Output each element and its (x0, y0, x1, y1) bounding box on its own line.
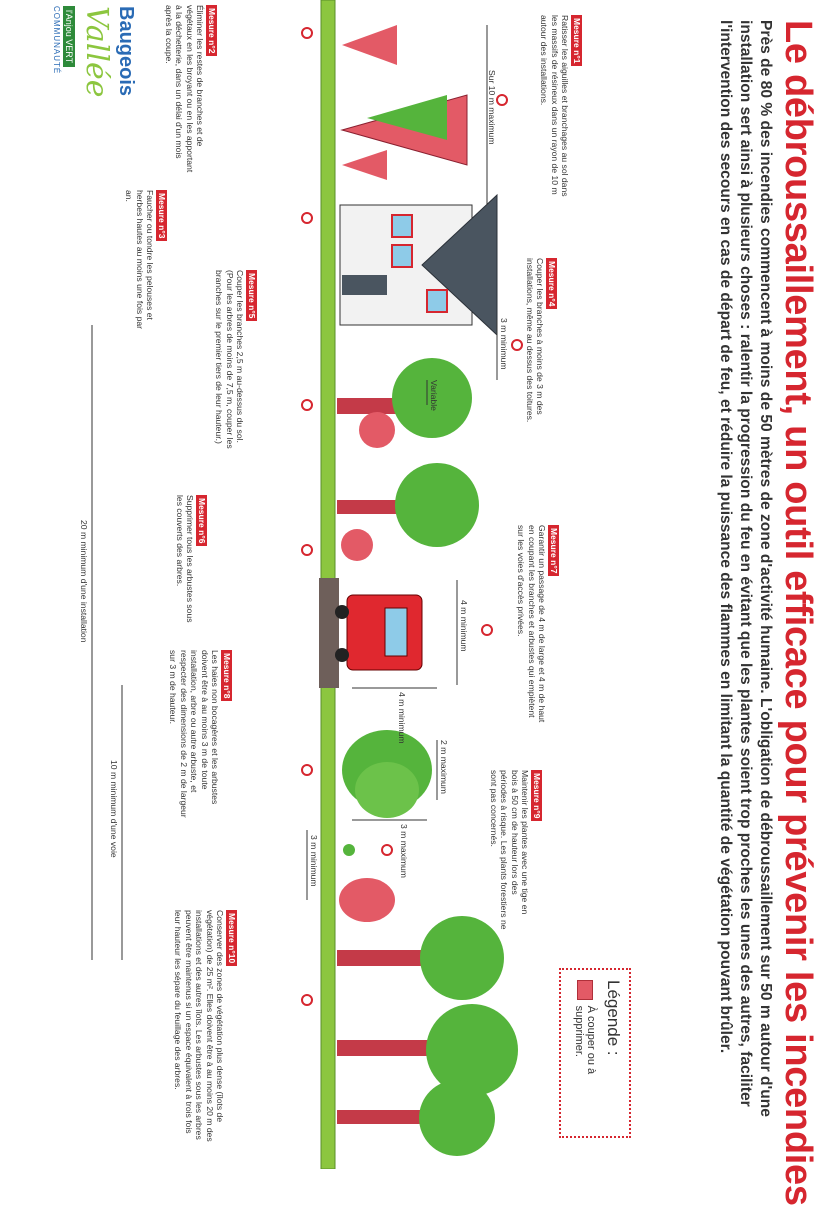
marker (382, 845, 392, 855)
dim-label-min3b: 3 m minimum (309, 835, 319, 887)
dim-label-sur10: Sur 10 m maximum (487, 70, 497, 145)
mesure-tag: Mesure n°8 (222, 650, 233, 701)
mesure-8 (168, 650, 232, 830)
tree-trunk (337, 950, 427, 966)
mesure-text: Éliminer les restes de branches et de végétaux en les broyant ou en les apportant à la déchetterie, dans un délai d'un mois après la coupe. (164, 5, 206, 173)
conifer-tree (342, 95, 467, 165)
legend-title: Légende : (604, 980, 623, 1056)
mesure-4 (525, 258, 558, 458)
tree-crown (419, 1080, 495, 1156)
truck-wheel (335, 648, 349, 662)
tree-crown (426, 1004, 518, 1096)
intro-paragraph: Près de 80 % des incendies commencent à moins de 50 mètres de zone d'activité humaine. L'obligation de débroussaillement sur 50 m autour d'une installation sert ainsi à plusieurs choses : ralentir la progression du feu en évitant que les plantes soient trop proches les unes des autres, faciliter l'intervention des secours en cas de départ de feu, et réduire la puissance des flammes en limitant la quantité de végétation pouvant brûler. (717, 20, 774, 1117)
dim-label-min4b: 4 m minimum (397, 692, 407, 744)
shrub-cut (341, 529, 373, 561)
dim-label-max3: 3 m maximum (399, 824, 409, 878)
logo-line4: COMMUNAUTÉ (52, 6, 61, 75)
marker (482, 625, 492, 635)
dim-label-min10: 10 m minimum d'une voie (109, 760, 119, 858)
tree-crown-cut (359, 412, 395, 448)
marker (302, 213, 312, 223)
deciduous-trees (337, 358, 479, 561)
conifer-tree (342, 25, 397, 65)
dim-label-variable: Variable (429, 380, 439, 411)
mesure-text: Maintenir les plantes avec une tige en bois à 50 cm de hauteur lors des périodes à risque. Les plants forestiers ne sont pas concernés. (489, 770, 531, 930)
mesure-text: Couper les branches 2,5 m au-dessus du sol. (Pour les arbres de moins de 7,5 m, couper les branches sur le premier tiers de leur hauteur.) (214, 270, 246, 449)
marker (302, 28, 312, 38)
marker (497, 95, 507, 105)
hedge-cut (339, 878, 395, 922)
baugeois-vallee-logo (7, 6, 137, 146)
conifer-tree (342, 150, 387, 180)
conifer-group (342, 25, 467, 180)
small-plant (343, 844, 355, 856)
mesure-2 (164, 5, 218, 175)
hedges (339, 730, 432, 922)
legend-item-label: À couper ou à supprimer. (573, 1005, 597, 1075)
house-door (342, 275, 387, 295)
mesure-tag: Mesure n°3 (157, 190, 168, 241)
hedge (355, 762, 419, 818)
mesure-text: Couper les branches à moins de 3 m des installations, même au dessus des toitures. (525, 258, 546, 423)
logo-line2: Vallée (79, 6, 114, 98)
mesure-text: Ratisser les aiguilles et branchages au sol dans les massifs de résineux dans un rayon de 10 m autour des installations. (539, 15, 571, 197)
tree-trunk (337, 1040, 437, 1056)
mesure-tag: Mesure n°6 (197, 495, 208, 546)
mesure-text: Faucher ou tondre les pelouses et herbes hautes au moins une fois par an. (124, 190, 156, 330)
dim-label-min20: 20 m minimum d'une installation (79, 520, 89, 643)
mesure-tag: Mesure n°9 (532, 770, 543, 821)
dim-label-max2: 2 m maximum (439, 740, 449, 794)
tree-crown (395, 463, 479, 547)
logo-line1: Baugeois (115, 6, 137, 97)
house-window (427, 290, 447, 312)
mesure-text: Conserver des zones de végétation plus dense (îlots de végétation) de 25 m². Elles doivent être à au moins 20 m des installations et des autres îlots. Les arbustes sous les arbres peuvent être maintenus si un espace équivalent à trois fois leur hauteur les sépare du feuillage des arbres. (173, 910, 226, 1142)
logo-line3: l'Anjou VERT (63, 6, 75, 67)
house-window (392, 245, 412, 267)
mesure-text: Les haies non bocagères et les arbustes doivent être à au moins 3 m de toute installation, arbre ou autre arbuste, et respecter des dimensions de 2 m de largeur sur 3 m de hauteur. (168, 650, 221, 818)
mesure-tag: Mesure n°7 (549, 525, 560, 576)
dim-label-min3a: 3 m minimum (499, 318, 509, 370)
mesure-tag: Mesure n°5 (247, 270, 258, 321)
truck-window (385, 608, 407, 656)
mesure-tag: Mesure n°10 (227, 910, 238, 966)
mesure-text: Supprimer tous les arbustes sous les couverts des arbres. (175, 495, 196, 623)
mesure-9 (489, 770, 543, 930)
fire-truck (335, 595, 422, 670)
mesure-1 (539, 15, 582, 205)
mesure-tag: Mesure n°2 (207, 5, 218, 56)
house-window (392, 215, 412, 237)
mesure-7 (516, 525, 559, 730)
marker (302, 995, 312, 1005)
dim-label-min4a: 4 m minimum (459, 600, 469, 652)
mesure-10 (173, 910, 237, 1145)
mesure-3 (124, 190, 167, 330)
marker (302, 545, 312, 555)
marker (512, 340, 522, 350)
mesure-tag: Mesure n°1 (572, 15, 583, 66)
marker (302, 400, 312, 410)
forest-cluster (337, 916, 518, 1156)
truck-wheel (335, 605, 349, 619)
house (340, 195, 497, 335)
mesure-text: Garantir un passage de 4 m de large et 4 m de haut en coupant les branches et arbustes qui empiètent sur les voies d'accès privées. (516, 525, 548, 723)
road-segment (319, 578, 339, 688)
page-title: Le débroussaillement, un outil efficace pour prévenir les incendies (777, 20, 819, 1206)
mesure-6 (175, 495, 208, 625)
tree-trunk (337, 1110, 427, 1124)
mesure-tag: Mesure n°4 (547, 258, 558, 309)
marker (302, 765, 312, 775)
mesure-5 (214, 270, 257, 460)
